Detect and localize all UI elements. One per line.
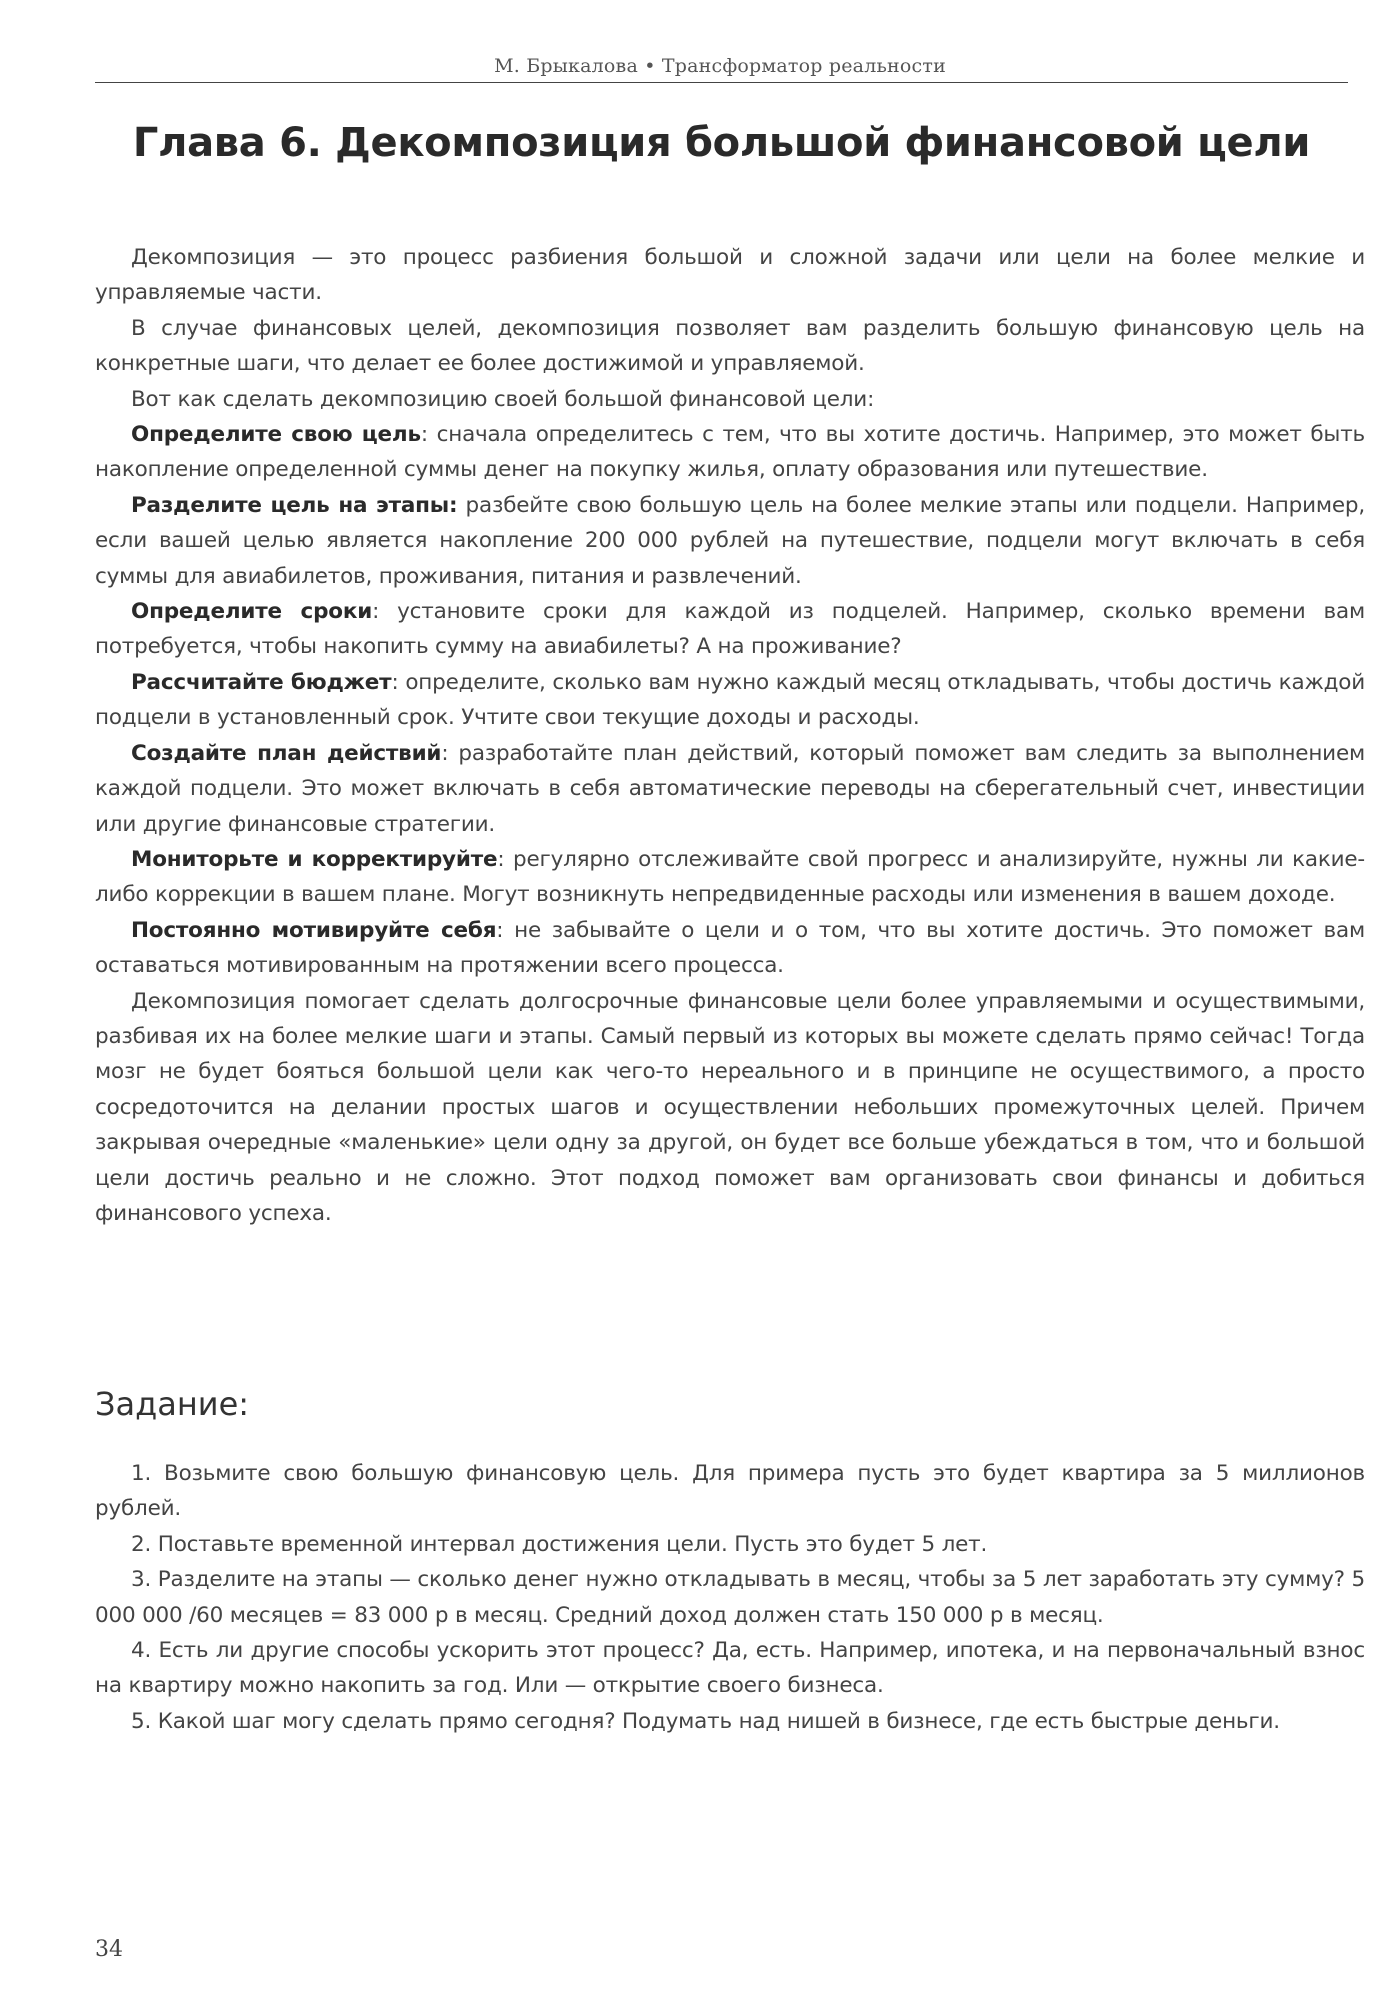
step-term: Рассчитайте бюджет <box>131 669 392 695</box>
intro-paragraph: Вот как сделать декомпозицию своей большой финансовой цели: <box>131 386 875 412</box>
step-text: : регулярно отслеживайте свой прогресс и анализируйте, нужны ли какие-либо коррекции в вашем плане. Могут возникнуть непредвиденные расходы или изменения в вашем доходе. <box>95 846 1365 908</box>
step-paragraph <box>95 488 1365 594</box>
step-text: : установите сроки для каждой из подцелей. Например, сколько времени вам потребуется, чтобы накопить сумму на авиабилеты? А на проживание? <box>95 599 1365 660</box>
step-paragraph <box>95 736 1365 842</box>
step-text: : не забывайте о цели и о том, что вы хотите достичь. Это поможет вам оставаться мотивированным на протяжении всего процесса. <box>95 917 1365 979</box>
step-term: Разделите цель на этапы: <box>131 492 458 518</box>
task-item: 4. Есть ли другие способы ускорить этот процесс? Да, есть. Например, ипотека, и на первоначальный взнос на квартиру можно накопить за год. Или — открытие своего бизнеса. <box>95 1638 1365 1699</box>
step-paragraph <box>95 913 1365 984</box>
step-text: : разработайте план действий, который поможет вам следить за выполнением каждой подцели. Это может включать в себя автоматические переводы на сберегательный счет, инвестиции или другие финансовые стратегии. <box>95 740 1366 837</box>
task-item: 5. Какой шаг могу сделать прямо сегодня? Подумать над нишей в бизнесе, где есть быстрые деньги. <box>131 1708 1280 1734</box>
step-term: Определите свою цель <box>131 422 421 448</box>
step-paragraph <box>95 842 1365 913</box>
task-item: 3. Разделите на этапы — сколько денег нужно откладывать в месяц, чтобы за 5 лет заработать эту сумму? 5 000 000 /60 месяцев = 83 000 р в месяц. Средний доход должен стать 150 000 р в месяц. <box>95 1567 1365 1628</box>
task-heading: Задание: <box>95 1385 250 1423</box>
step-text: : определите, сколько вам нужно каждый месяц откладывать, чтобы достичь каждой подцели в установленный срок. Учтите свои текущие доходы и расходы. <box>95 669 1366 731</box>
step-text: : сначала определитесь с тем, что вы хотите достичь. Например, это может быть накопление определенной суммы денег на покупку жилья, оплату образования или путешествие. <box>95 422 1365 483</box>
step-term: Создайте план действий <box>131 740 442 766</box>
step-paragraph <box>95 417 1365 488</box>
header-divider <box>95 82 1348 83</box>
task-item: 2. Поставьте временной интервал достижения цели. Пусть это будет 5 лет. <box>131 1531 988 1557</box>
step-term: Постоянно мотивируйте себя <box>131 917 497 943</box>
task-list <box>95 1456 1365 1739</box>
chapter-body <box>95 240 1365 1231</box>
step-paragraph <box>95 665 1365 736</box>
intro-paragraph: Декомпозиция — это процесс разбиения большой и сложной задачи или цели на более мелкие и управляемые части. <box>95 245 1365 306</box>
step-paragraph <box>95 594 1365 665</box>
step-term: Определите сроки <box>131 599 373 625</box>
step-text: разбейте свою большую цель на более мелкие этапы или подцели. Например, если вашей целью является накопление 200 000 рублей на путешествие, подцели могут включать в себя суммы для авиабилетов, проживания, питания и развлечений. <box>95 492 1365 589</box>
chapter-title: Глава 6. Декомпозиция большой финансовой цели <box>132 120 1311 166</box>
page-number: 34 <box>95 1937 123 1962</box>
step-term: Мониторьте и корректируйте <box>131 846 498 872</box>
intro-paragraph: В случае финансовых целей, декомпозиция позволяет вам разделить большую финансовую цель на конкретные шаги, что делает ее более достижимой и управляемой. <box>95 315 1365 377</box>
task-item: 1. Возьмите свою большую финансовую цель. Для примера пусть это будет квартира за 5 миллионов рублей. <box>95 1461 1365 1522</box>
conclusion-paragraph: Декомпозиция помогает сделать долгосрочные финансовые цели более управляемыми и осуществимыми, разбивая их на более мелкие шаги и этапы. Самый первый из которых вы можете сделать прямо сейчас! Тогда мозг не будет бояться большой цели как чего-то нереального и в принципе не осуществимого, а просто сосредоточится на делании простых шагов и осуществлении небольших промежуточных целей. Причем закрывая очередные «маленькие» цели одну за другой, он будет все больше убеждаться в том, что и большой цели достичь реально и не сложно. Этот подход поможет вам организовать свои финансы и добиться финансового успеха. <box>95 988 1365 1226</box>
running-head: М. Брыкалова • Трансформатор реальности <box>494 55 946 77</box>
